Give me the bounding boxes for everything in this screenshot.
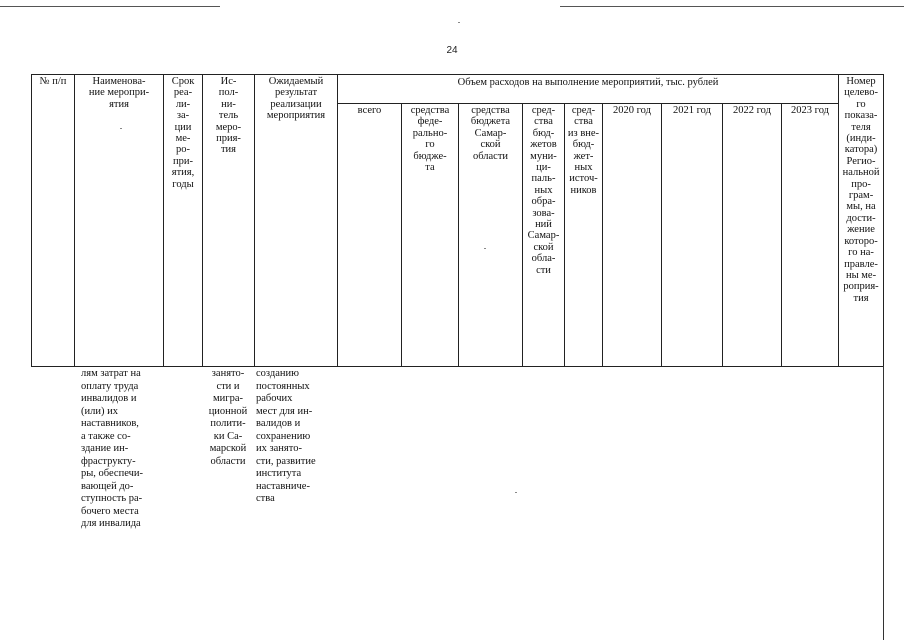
continuation-executor-text: занято- сти и мигра- ционной полити- ки Са- марской области bbox=[208, 368, 248, 467]
header-indicator: Номер целево- го показа- теля (инди- катора) Регио- нальной про- грам- мы, на дости- жение которо- го на- правле- ны ме- роприя- тия bbox=[839, 75, 884, 367]
header-num: № п/п bbox=[32, 75, 75, 367]
header-federal: средства феде- рально- го бюдже- та bbox=[402, 104, 459, 367]
header-2022: 2022 год bbox=[723, 104, 782, 367]
scan-speck bbox=[515, 492, 517, 493]
header-2021: 2021 год bbox=[662, 104, 723, 367]
header-municipal: сред- ства бюд- жетов муни- ци- паль- ных обра- зова- ний Самар- ской обла- сти bbox=[523, 104, 565, 367]
scan-edge-line bbox=[560, 6, 904, 7]
scan-speck bbox=[458, 22, 460, 23]
header-executor: Ис- пол- ни- тель меро- прия- тия bbox=[203, 75, 255, 367]
scan-speck bbox=[120, 128, 122, 129]
header-total: всего bbox=[338, 104, 402, 367]
header-2020: 2020 год bbox=[603, 104, 662, 367]
header-name: Наименова- ние меропри- ятия bbox=[75, 75, 164, 367]
expenses-table-header bbox=[31, 74, 884, 367]
continuation-name-text: лям затрат на оплату труда инвалидов и (или) их наставников, а также со- здание ин- фраструкту- ры, обеспечи- вающей до- ступность ра- бочего места для инвалида bbox=[81, 368, 144, 529]
scan-edge-line bbox=[0, 6, 220, 7]
page-number: 24 bbox=[446, 45, 458, 56]
header-2023: 2023 год bbox=[782, 104, 839, 367]
header-volume-group: Объем расходов на выполнение мероприятий, тыс. рублей bbox=[338, 75, 839, 104]
header-regional: средства бюджета Самар- ской области bbox=[459, 104, 523, 367]
scan-right-edge bbox=[883, 366, 884, 640]
header-offbudget: сред- ства из вне- бюд- жет- ных источ- ников bbox=[565, 104, 603, 367]
continuation-result-text: созданию постоянных рабочих мест для ин- валидов и сохранению их занято- сти, развитие института наставниче- ства bbox=[256, 368, 316, 504]
header-term: Срок реа- ли- за- ции ме- ро- при- ятия, годы bbox=[164, 75, 203, 367]
scan-speck bbox=[484, 248, 486, 249]
header-result: Ожидаемый результат реализации мероприятия bbox=[255, 75, 338, 367]
